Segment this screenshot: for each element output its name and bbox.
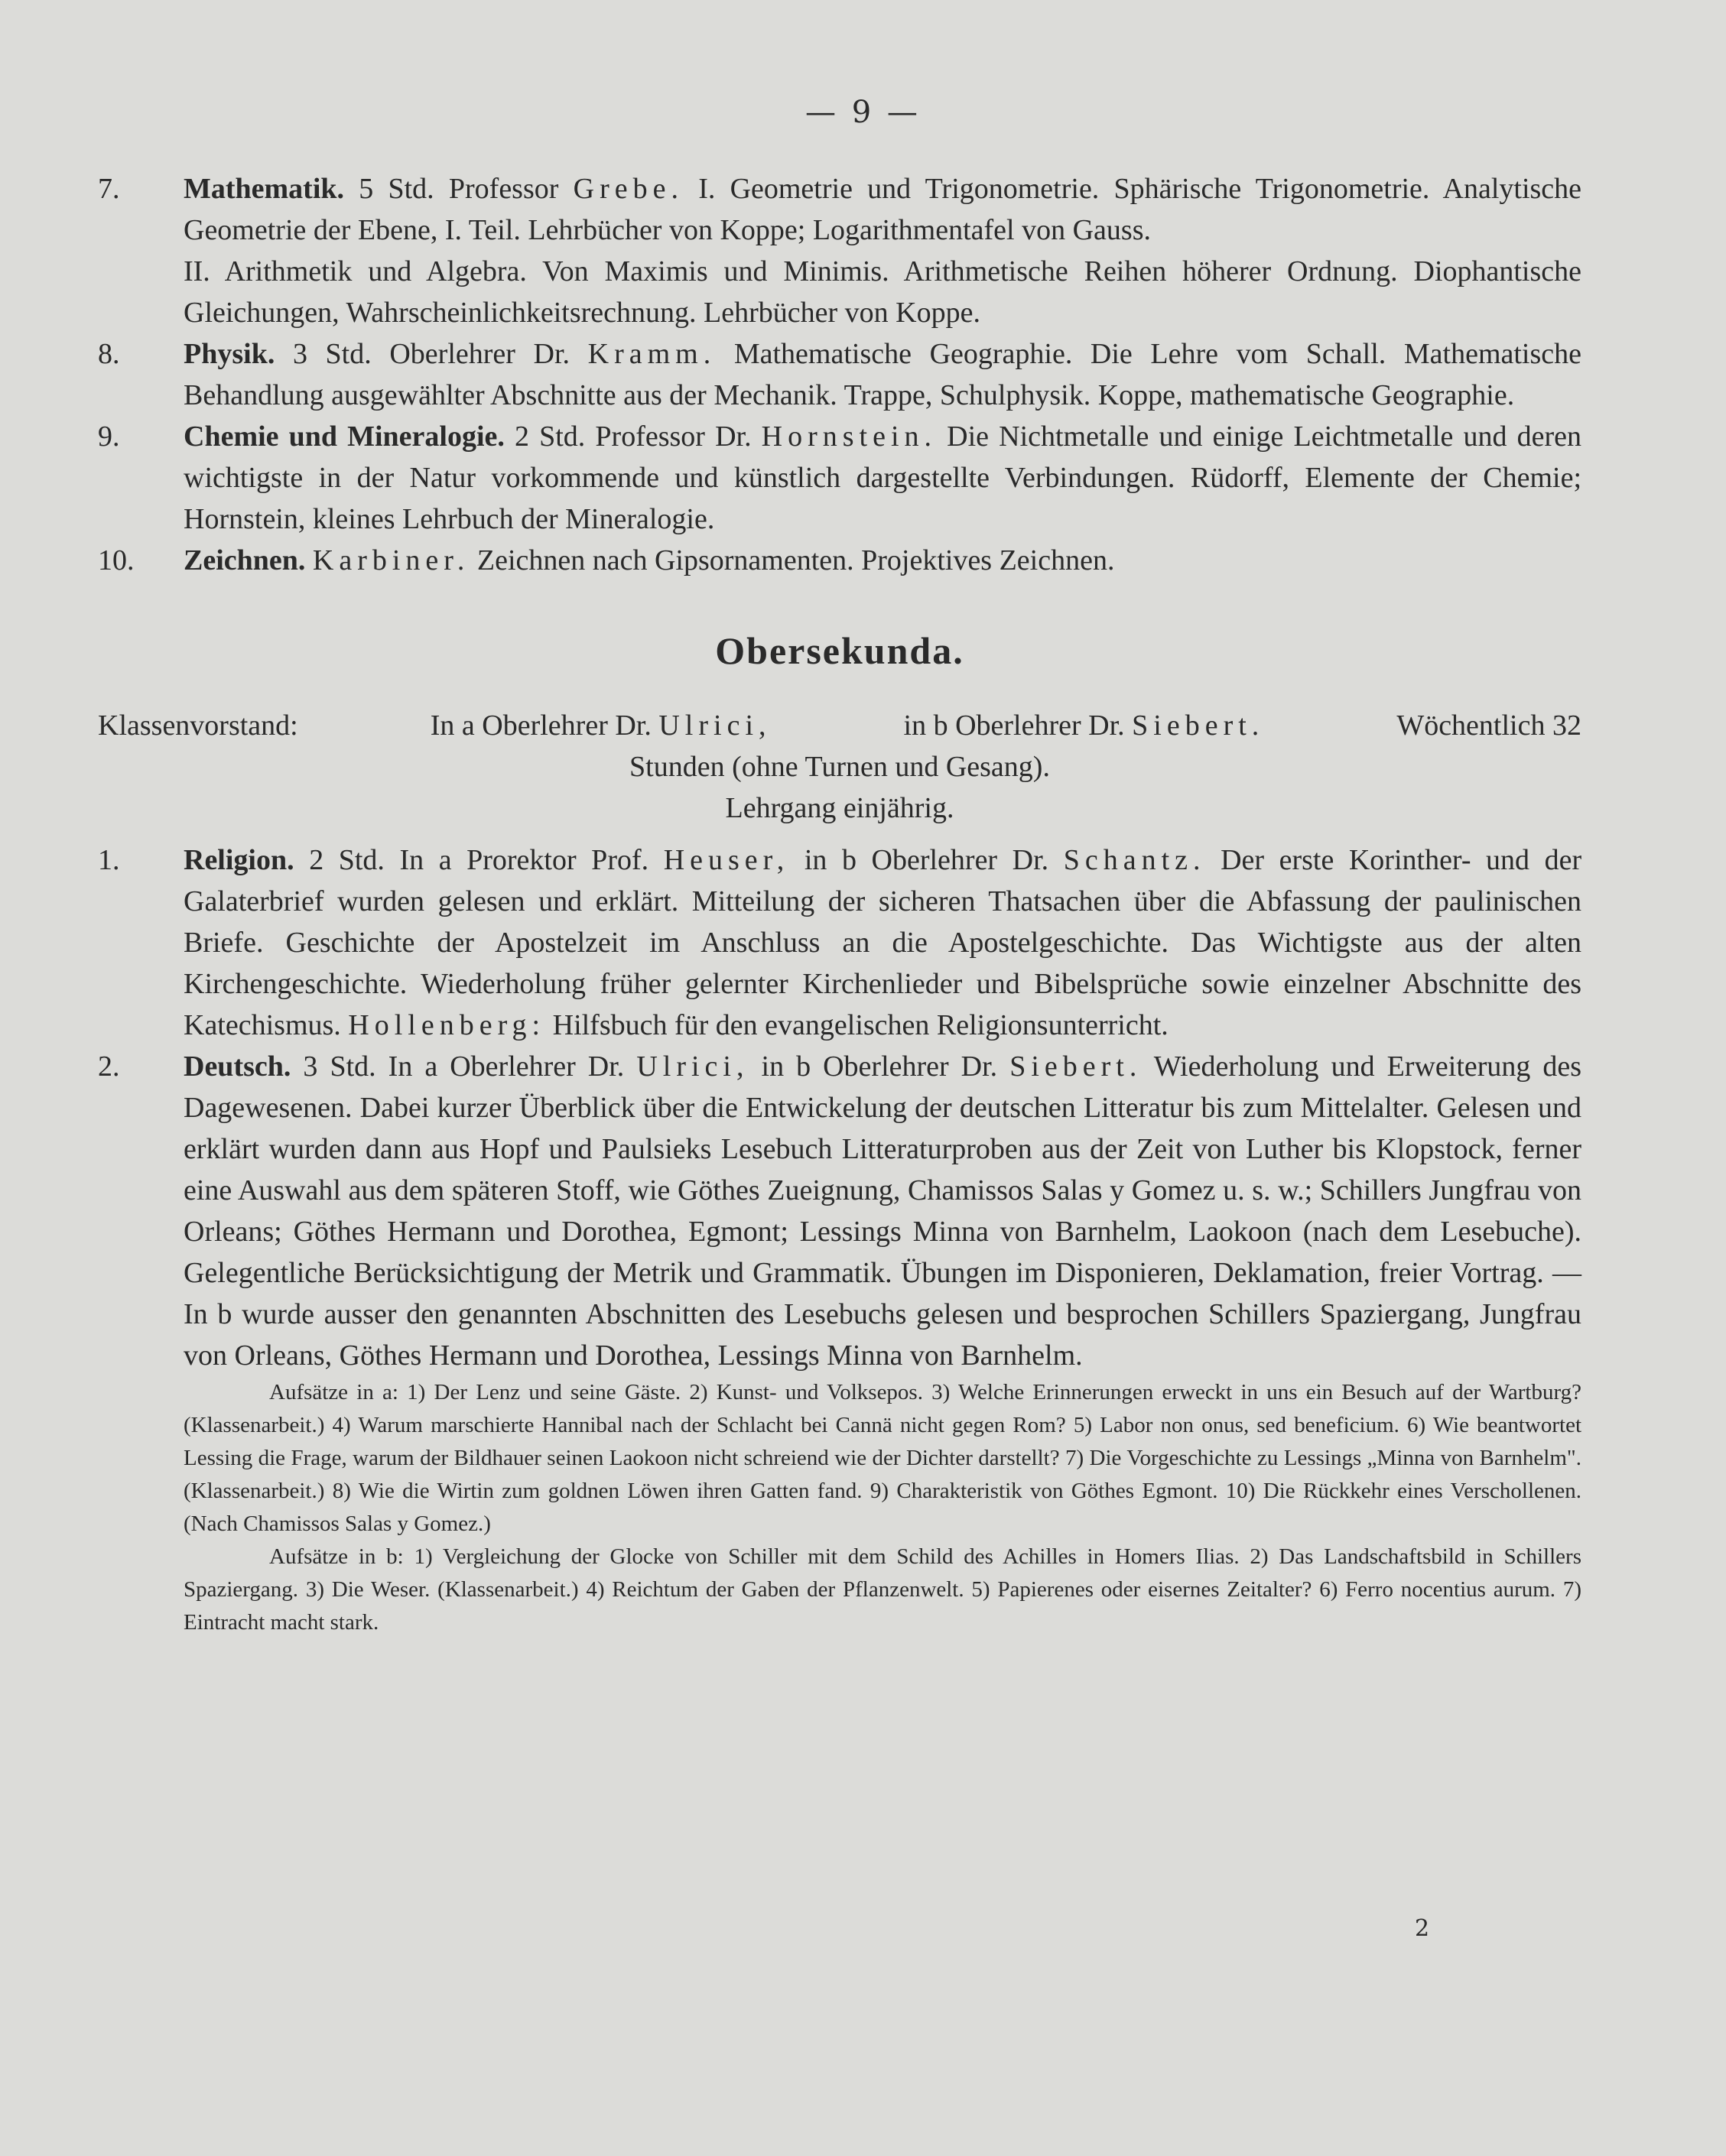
teacher-name: Grebe.: [573, 173, 684, 205]
item-text: [184, 540, 1581, 581]
teacher-prefix: Oberlehrer Dr.: [389, 338, 570, 370]
teacher-prefix: in b Oberlehrer Dr.: [761, 1050, 998, 1083]
class-info-line-1: [98, 705, 1581, 746]
item-number: 10.: [98, 544, 135, 576]
section-title: Obersekunda.: [715, 629, 964, 672]
page-number: — 9 —: [805, 95, 921, 130]
item-number: 7.: [98, 173, 120, 205]
class-teacher-label: Klassenvorstand:: [98, 709, 298, 742]
item-hours: 2 Std.: [309, 844, 385, 876]
item-body: Mathematische Geographie. Die Lehre vom Schall. Mathematische Behandlung ausgewählter Abschnitte aus der Mechanik. Trappe, Schulphysik. Koppe, mathematische Geographie.: [184, 338, 1582, 411]
item-body: Die Nichtmetalle und einige Leichtmetalle und deren wichtigste in der Natur vorkommende und künstlich dargestellte Verbindungen. Rüdorff, Elemente der Chemie; Hornstein, kleines Lehrbuch der Mineralogie.: [184, 420, 1582, 535]
teacher-prefix: Professor Dr.: [595, 420, 752, 453]
item-physik: [98, 333, 1581, 416]
teacher-name: Siebert.: [1009, 1050, 1143, 1083]
item-number: 2.: [98, 1050, 120, 1083]
item-heading: Religion.: [184, 844, 294, 876]
class-teacher-b: in b Oberlehrer Dr. Siebert.: [903, 709, 1265, 742]
essay-topics-a: Aufsätze in a: 1) Der Lenz und seine Gäste. 2) Kunst- und Volksepos. 3) Welche Erinnerungen erweckt in uns ein Besuch auf der Wartburg? (Klassenarbeit.) 4) Warum marschierte Hannibal nach der Schlacht bei Cannä nicht gegen Rom? 5) Labor non onus, sed beneficium. 6) Wie beantwortet Lessing die Frage, warum der Bildhauer seinen Laokoon nicht schreiend wie der Dichter darstellt? 7) Die Vorgeschichte zu Lessings „Minna von Barnhelm". (Klassenarbeit.) 8) Wie die Wirtin zum goldnen Löwen ihren Gatten fand. 9) Charakteristik von Göthes Egmont. 10) Die Rückkehr eines Verschollenen. (Nach Chamissos Salas y Gomez.): [184, 1380, 1581, 1536]
item-text: [184, 416, 1581, 540]
class-teacher-a: In a Oberlehrer Dr. Ulrici,: [430, 709, 772, 742]
class-info-line-2: Stunden (ohne Turnen und Gesang).: [629, 751, 1050, 783]
class-info: [98, 705, 1581, 829]
item-heading: Chemie und Mineralogie.: [184, 420, 505, 453]
signature-mark: 2: [1415, 1915, 1430, 1942]
teacher-name: Schantz.: [1063, 844, 1206, 876]
content: [98, 168, 1581, 1639]
item-body: Zeichnen nach Gipsornamenten. Projektives Zeichnen.: [476, 544, 1115, 576]
item-hours: 3 Std.: [292, 338, 372, 370]
item-heading: Physik.: [184, 338, 275, 370]
item-heading: Zeichnen.: [184, 544, 306, 576]
book-author: Hollenberg:: [348, 1009, 546, 1041]
teacher-prefix: in b Oberlehrer Dr.: [804, 844, 1049, 876]
essay-topics-b: Aufsätze in b: 1) Vergleichung der Glocke von Schiller mit dem Schild des Achilles in Homers Ilias. 2) Das Landschaftsbild in Schillers Spaziergang. 3) Die Weser. (Klassenarbeit.) 4) Reichtum der Gaben der Pflanzenwelt. 5) Papierenes oder eisernes Zeitalter? 6) Ferro nocentius aurum. 7) Eintracht macht stark.: [184, 1544, 1581, 1635]
item-number: 1.: [98, 844, 120, 876]
item-body: I. Geometrie und Trigonometrie. Sphärische Trigonometrie. Analytische Geometrie der Ebene, I. Teil. Lehrbücher von Koppe; Logarithmentafel von Gauss.: [184, 173, 1582, 246]
item-heading: Mathematik.: [184, 173, 345, 205]
teacher-prefix: In a Prorektor Prof.: [399, 844, 649, 876]
item-deutsch: [98, 1046, 1581, 1376]
item-heading: Deutsch.: [184, 1050, 291, 1083]
item-body: Wiederholung und Erweiterung des Dagewesenen. Dabei kurzer Überblick über die Entwickelung der deutschen Litteratur bis zum Mittelalter. Gelesen und erklärt wurden dann aus Hopf und Paulsieks Lesebuch Litteraturproben aus der Zeit von Luther bis Klopstock, ferner eine Auswahl aus dem späteren Stoff, wie Göthes Zueignung, Chamissos Salas y Gomez u. s. w.; Schillers Jungfrau von Orleans; Göthes Hermann und Dorothea, Egmont; Lessings Minna von Barnhelm, Laokoon (nach dem Lesebuche). Gelegentliche Berücksichtigung der Metrik und Grammatik. Übungen im Disponieren, Deklamation, freier Vortrag. — In b wurde ausser den genannten Abschnitten des Lesebuchs gelesen und besprochen Schillers Spaziergang, Jungfrau von Orleans, Göthes Hermann und Dorothea, Lessings Minna von Barnhelm.: [184, 1050, 1582, 1372]
item-religion: [98, 839, 1581, 1046]
item-text: [184, 333, 1581, 416]
teacher-name: Ulrici,: [636, 1050, 749, 1083]
item-text: [184, 1046, 1581, 1376]
item-body: Der erste Korinther- und der Galaterbrief wurden gelesen und erklärt. Mitteilung der sicheren Thatsachen über die Abfassung der paulinischen Briefe. Geschichte der Apostelzeit im Anschluss an die Apostelgeschichte. Das Wichtigste aus der alten Kirchengeschichte. Wiederholung früher gelernter Kirchenlieder und Bibelsprüche sowie einzelner Abschnitte des Katechismus.: [184, 844, 1582, 1041]
item-number: 9.: [98, 420, 120, 453]
teacher-name: Kramm.: [587, 338, 717, 370]
item-chemie: [98, 416, 1581, 540]
item-number: 8.: [98, 338, 120, 370]
teacher-name: Hornstein.: [761, 420, 938, 453]
teacher-prefix: Professor: [448, 173, 559, 205]
item-hours: 3 Std.: [303, 1050, 376, 1083]
item-text: [184, 839, 1581, 1046]
item-hours: 5 Std.: [359, 173, 434, 205]
item-hours: 2 Std.: [515, 420, 586, 453]
weekly-hours: Wöchentlich 32: [1396, 709, 1581, 742]
teacher-prefix: In a Oberlehrer Dr.: [388, 1050, 625, 1083]
class-info-line-3: Lehrgang einjährig.: [725, 792, 954, 824]
item-zeichnen: [98, 540, 1581, 581]
teacher-name: Heuser,: [663, 844, 790, 876]
teacher-name: Karbiner.: [312, 544, 470, 576]
item-mathematik: [98, 168, 1581, 333]
book-title: Hilfsbuch für den evangelischen Religionsunterricht.: [552, 1009, 1169, 1041]
item-text: [184, 168, 1581, 251]
item-body-2: II. Arithmetik und Algebra. Von Maximis und Minimis. Arithmetische Reihen höherer Ordnung. Diophantische Gleichungen, Wahrscheinlichkeitsrechnung. Lehrbücher von Koppe.: [184, 255, 1581, 329]
essay-topics: [98, 1376, 1581, 1639]
